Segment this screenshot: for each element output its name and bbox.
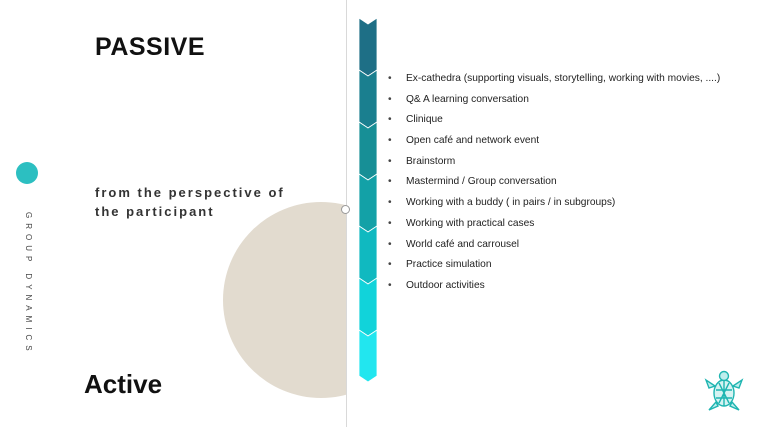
list-item: • Q& A learning conversation bbox=[388, 90, 720, 111]
decorative-circle bbox=[223, 202, 346, 398]
methods-list bbox=[388, 69, 720, 297]
subtitle-line-2: the participant bbox=[95, 204, 215, 219]
arrow-segment bbox=[359, 70, 377, 128]
arrow-segment bbox=[359, 278, 377, 336]
list-item: • World café and carrousel bbox=[388, 235, 720, 256]
list-item: • Clinique bbox=[388, 110, 720, 131]
teal-dot bbox=[16, 162, 38, 184]
subtitle-line-1: from the perspective of bbox=[95, 185, 285, 200]
title-active: Active bbox=[84, 369, 163, 399]
title-passive: PASSIVE bbox=[95, 33, 206, 61]
connector-dot bbox=[341, 205, 350, 214]
arrow-segment bbox=[359, 174, 377, 232]
list-item: • Mastermind / Group conversation bbox=[388, 172, 720, 193]
list-item: • Open café and network event bbox=[388, 131, 720, 152]
vertical-label: GROUP DYNAMICS bbox=[24, 212, 33, 356]
arrow-segment bbox=[359, 226, 377, 284]
list-item: • Working with practical cases bbox=[388, 214, 720, 235]
arrow-segment bbox=[359, 330, 377, 382]
arrow-segment bbox=[359, 18, 377, 76]
list-item: • Ex-cathedra (supporting visuals, storytelling, working with movies, ....) bbox=[388, 69, 720, 90]
list-item: • Working with a buddy ( in pairs / in subgroups) bbox=[388, 193, 720, 214]
left-panel bbox=[0, 0, 346, 427]
list-item: • Outdoor activities bbox=[388, 276, 720, 297]
subtitle bbox=[95, 183, 285, 221]
gradient-arrow-icon bbox=[355, 18, 381, 382]
list-item: • Practice simulation bbox=[388, 255, 720, 276]
list-item: • Brainstorm bbox=[388, 152, 720, 173]
turtle-icon bbox=[703, 368, 745, 414]
arrow-segment bbox=[359, 122, 377, 180]
